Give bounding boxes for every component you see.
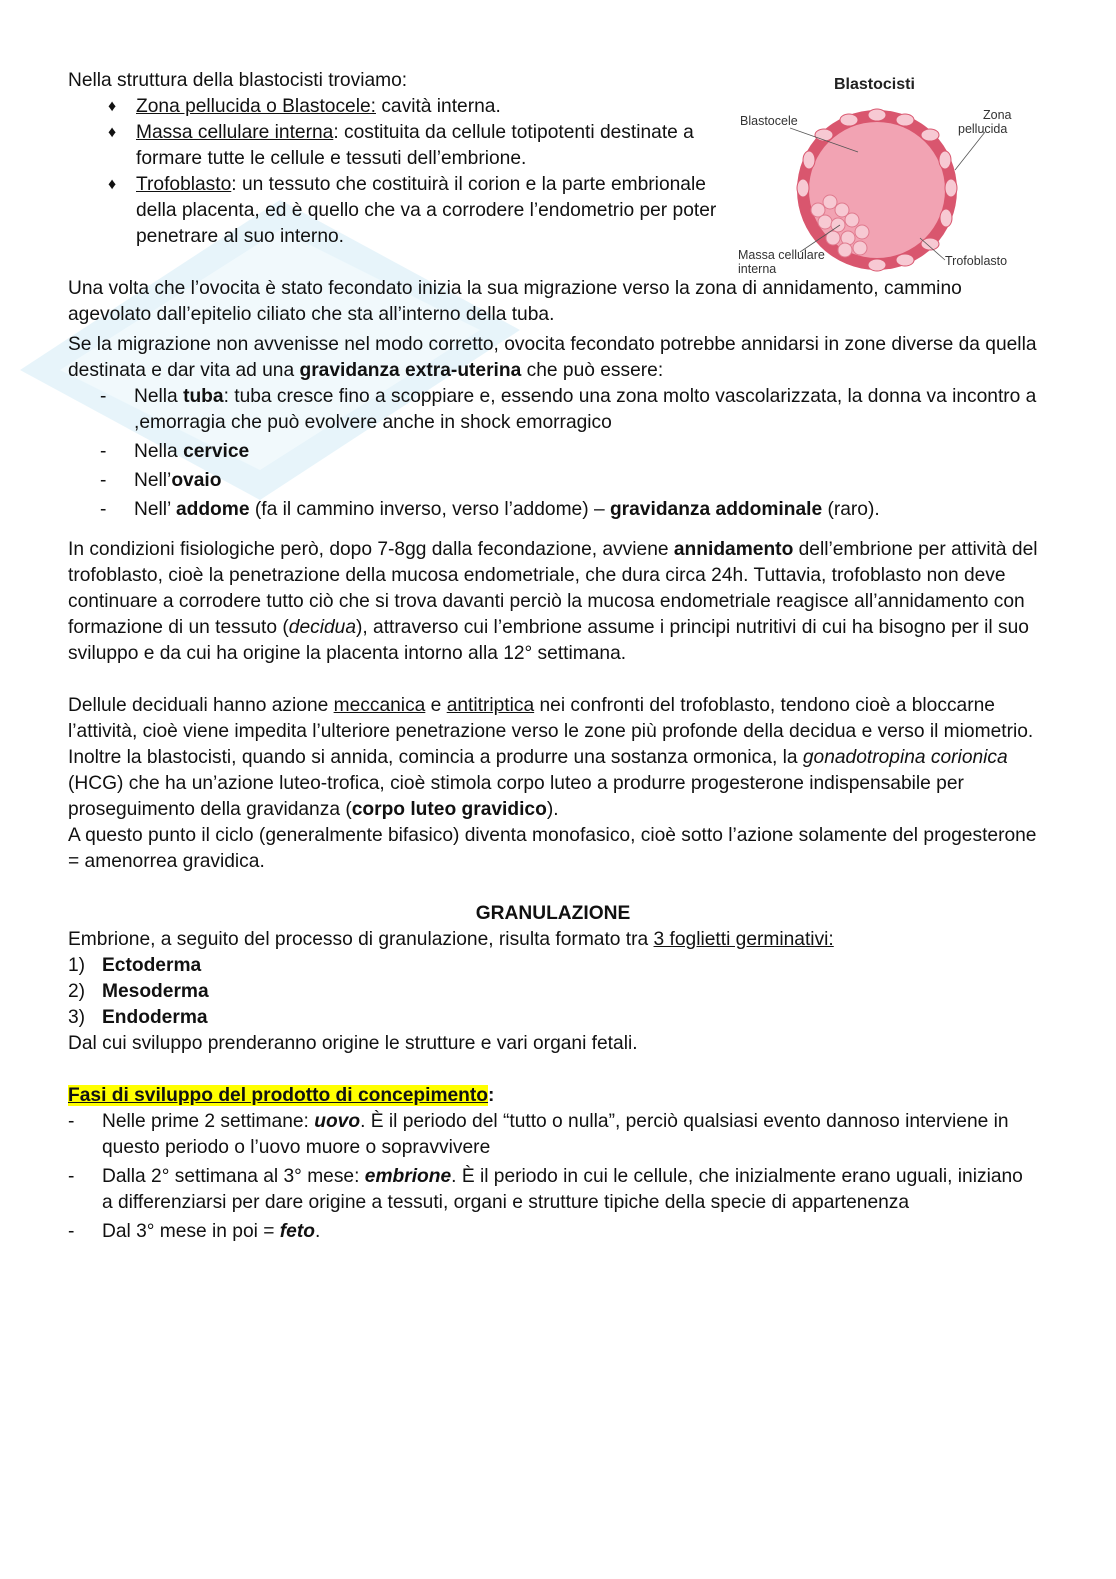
list-item: 2) Mesoderma: [68, 981, 209, 1002]
list-item: - Nell’ addome (fa il cammino inverso, verso l’addome) – gravidanza addominale (raro).: [68, 497, 1038, 523]
migration-paragraph: Una volta che l’ovocita è stato fecondato inizia la sua migrazione verso la zona di annidamento, cammino agevolato dall’epitelio ciliato che sta all’interno della tuba.: [68, 278, 962, 325]
decidual-paragraph: Dellule deciduali hanno azione meccanica e antitriptica nei confronti del trofoblasto, tendono cioè a bloccarne l’attività, cioè viene impedita l’ulteriore penetrazione verso le zone più profonde della decidua e verso il miometrio.: [68, 695, 1034, 742]
list-item: - Dalla 2° settimana al 3° mese: embrione. È il periodo in cui le cellule, che inizialmente erano uguali, iniziano a differenziarsi per dare origine a tessuti, organi e strutture tipiche della specie di appartenenza: [68, 1164, 1038, 1216]
list-item: ♦ Zona pellucida o Blastocele: cavità interna.: [108, 94, 718, 120]
intro-lead: Nella struttura della blastocisti troviamo:: [68, 70, 408, 91]
section-heading: GRANULAZIONE: [475, 903, 631, 924]
hcg-paragraph: Inoltre la blastocisti, quando si annida, comincia a produrre una sostanza ormonica, la gonadotropina corionica (HCG) che ha un’azione luteo-trofica, cioè stimola corpo luteo a produrre progesterone indispensabile per proseguimento della gravidanza (corpo luteo gravidico).: [68, 747, 1008, 820]
list-item: - Nell’ovaio: [68, 468, 1038, 494]
list-item: - Nella cervice: [68, 439, 1038, 465]
list-item: ♦ Trofoblasto: un tessuto che costituirà il corion e la parte embrionale della placenta, ed è quello che va a corrodere l’endometrio per poter penetrare al suo interno.: [108, 172, 718, 250]
list-item: - Nelle prime 2 settimane: uovo. È il periodo del “tutto o nulla”, perciò qualsiasi evento dannoso interviene in questo periodo o l’uovo muore o sopravvivere: [68, 1109, 1038, 1161]
label-trofoblasto: Trofoblasto: [945, 254, 1008, 268]
label-massa-2: interna: [738, 262, 777, 276]
label-blastocele: Blastocele: [740, 114, 798, 128]
phases-title: Fasi di sviluppo del prodotto di concepimento:: [68, 1085, 495, 1106]
cycle-paragraph: A questo punto il ciclo (generalmente bifasico) diventa monofasico, cioè sotto l’azione solamente del progesterone = amenorrea gravidica.: [68, 825, 1037, 872]
structure-list: [68, 94, 718, 250]
list-item: ♦ Massa cellulare interna: costituita da cellule totipotenti destinate a formare tutte le cellule e tessuti dell’embrione.: [108, 120, 718, 172]
list-item: 1) Ectoderma: [68, 955, 202, 976]
list-item: 3) Endoderma: [68, 1007, 208, 1028]
label-massa-1: Massa cellulare: [738, 248, 825, 262]
extrauterine-list: [68, 384, 1038, 523]
document-page: [68, 68, 1038, 1248]
extrauterine-paragraph: Se la migrazione non avvenisse nel modo corretto, ovocita fecondato potrebbe annidarsi in zone diverse da quella destinata e dar vita ad una gravidanza extra-uterina che può essere:: [68, 334, 1037, 381]
phases-list: [68, 1109, 1038, 1245]
granulazione-lead: Embrione, a seguito del processo di granulazione, risulta formato tra 3 foglietti germinativi:: [68, 929, 834, 950]
granulazione-tail: Dal cui sviluppo prenderanno origine le strutture e vari organi fetali.: [68, 1033, 638, 1054]
nesting-paragraph: In condizioni fisiologiche però, dopo 7-8gg dalla fecondazione, avviene annidamento dell’embrione per attività del trofoblasto, cioè la penetrazione della mucosa endometriale, che dura circa 24h. Tuttavia, trofoblasto non deve continuare a corrodere tutto ciò che si trova davanti perciò la mucosa endometriale reagisce all’annidamento con formazione di un tessuto (decidua), attraverso cui l’embrione assume i principi nutritivi di cui ha bisogno per il suo sviluppo e da cui ha origine la placenta intorno alla 12° settimana.: [68, 539, 1038, 664]
list-item: - Nella tuba: tuba cresce fino a scoppiare e, essendo una zona molto vascolarizzata, la donna va incontro a ,emorragia che può evolvere anche in shock emorragico: [68, 384, 1038, 436]
figure-title: Blastocisti: [834, 76, 915, 93]
label-zona-2: pellucida: [958, 122, 1008, 136]
germ-layer-list: [68, 953, 1038, 1031]
label-zona-1: Zona: [983, 108, 1012, 122]
list-item: - Dal 3° mese in poi = feto.: [68, 1219, 1038, 1245]
